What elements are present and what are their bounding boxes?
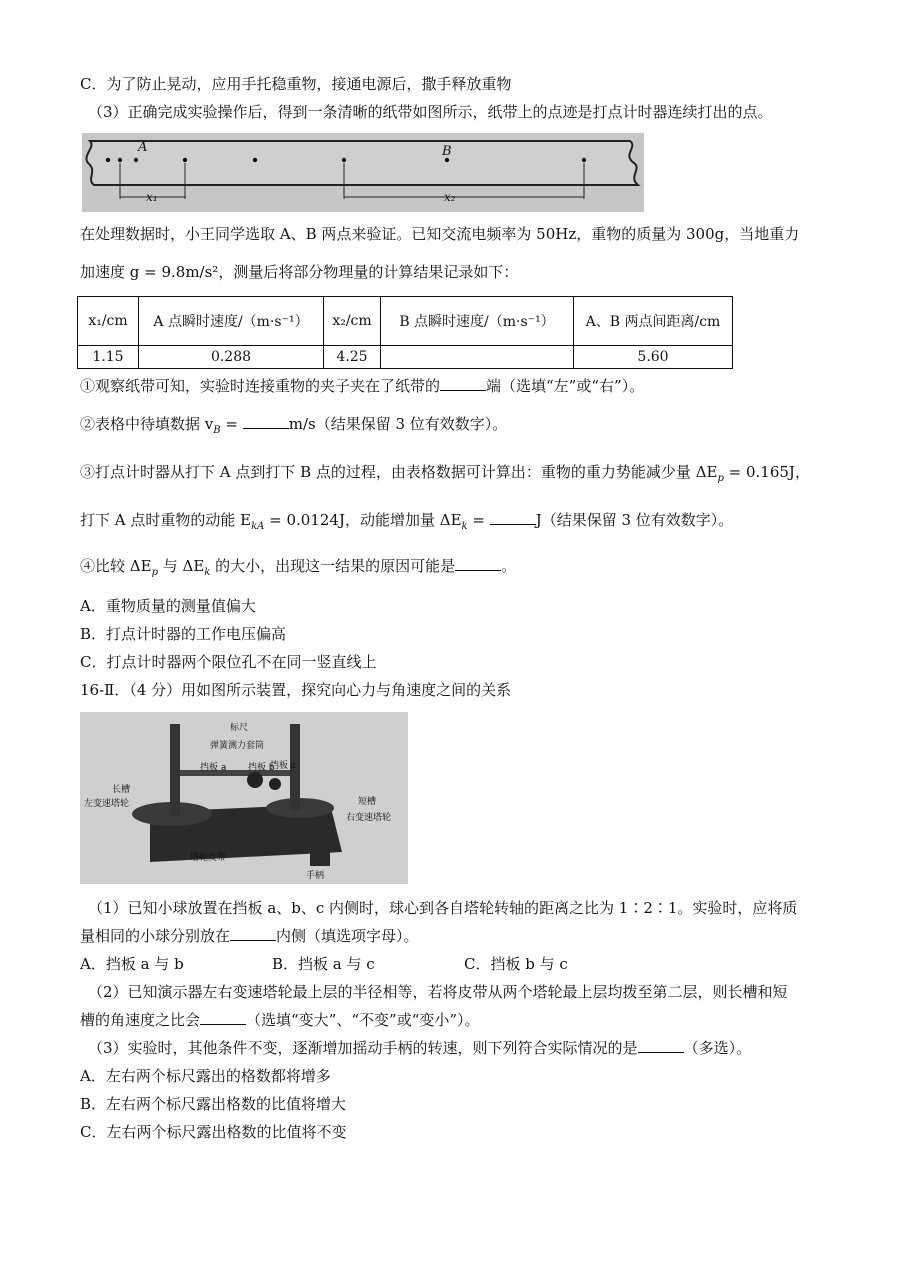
q3-dek-text: = 0.0124J，动能增加量 ΔE	[264, 511, 462, 529]
part-3-option-a[interactable]: A．左右两个标尺露出的格数都将增多	[80, 1067, 331, 1085]
option-c[interactable]: C．打点计时器两个限位孔不在同一竖直线上	[80, 653, 377, 671]
photo-label: 弹簧测力套筒	[210, 741, 265, 751]
q2-text: ②表格中待填数据 v	[80, 415, 214, 433]
answer-blank[interactable]	[490, 510, 536, 525]
q3-dek-subscript: k	[461, 521, 468, 532]
photo-label: 挡板 a	[200, 763, 227, 773]
question-3-line-1	[80, 462, 810, 489]
table-cell-blank[interactable]	[381, 346, 574, 369]
answer-blank[interactable]	[230, 926, 276, 941]
part-1-option-b[interactable]: B．挡板 a 与 c	[272, 955, 375, 973]
photo-label: 塔轮皮带	[190, 853, 227, 863]
given-data-line: 在处理数据时，小王同学选取 A、B 两点来验证。已知交流电频率为 50Hz，重物的质量为 300g，当地重力	[80, 225, 800, 243]
photo-label: 挡板 c	[270, 761, 296, 771]
data-table	[77, 296, 733, 369]
q3-ek-subscript: kA	[251, 521, 265, 532]
tape-dot	[183, 158, 187, 162]
p2-text-end: （选填“变大”、“不变”或“变小”）。	[246, 1011, 480, 1029]
table-cell: 5.60	[574, 346, 733, 369]
tape-label-b: B	[442, 144, 452, 159]
q3-text-end: J（结果保留 3 位有效数字）。	[535, 511, 734, 529]
answer-blank[interactable]	[200, 1010, 246, 1025]
q1-text-end: 端（选填“左”或“右”）。	[486, 377, 645, 395]
question-4	[80, 556, 516, 583]
tape-label-a: A	[138, 140, 148, 155]
q3-text-end: = 0.165J，	[723, 463, 810, 481]
part-3-option-c[interactable]: C．左右两个标尺露出格数的比值将不变	[80, 1123, 347, 1141]
apparatus-svg	[80, 712, 408, 884]
q2-subscript: B	[213, 425, 221, 436]
question-1	[80, 376, 644, 396]
q2-eq: =	[220, 415, 243, 433]
tape-dot	[342, 158, 346, 162]
q4-text-mid: 与 ΔE	[157, 557, 205, 575]
part-2-line-1: （2）已知演示器左右变速塔轮最上层的半径相等，若将皮带从两个塔轮最上层均拨至第二层，则长槽和短	[88, 983, 788, 1001]
q4-subscript: k	[204, 567, 211, 578]
table-row	[78, 346, 733, 369]
p2-text: 槽的角速度之比会	[80, 1011, 201, 1029]
question-2	[80, 414, 507, 441]
photo-label: 挡板 b	[248, 763, 275, 773]
q3-eq: =	[467, 511, 490, 529]
answer-blank[interactable]	[638, 1038, 684, 1053]
photo-label: 左变速塔轮	[84, 799, 130, 809]
paper-tape-figure	[82, 133, 644, 212]
photo-label: 长槽	[112, 785, 131, 795]
photo-label: 手柄	[306, 871, 325, 881]
tape-dot	[582, 158, 586, 162]
option-c-prev: C．为了防止晃动，应用手托稳重物，接通电源后，撒手释放重物	[80, 75, 512, 93]
tape-dot	[253, 158, 257, 162]
part-1-line-1: （1）已知小球放置在挡板 a、b、c 内侧时，球心到各自塔轮转轴的距离之比为 1∶2∶1。实验时，应将质	[88, 899, 798, 917]
q3-ek-text: 打下 A 点时重物的动能 E	[80, 511, 252, 529]
tape-dot	[118, 158, 122, 162]
tape-dot	[106, 158, 110, 162]
tape-x1-label: x₁	[146, 190, 158, 204]
table-header-row	[78, 297, 733, 346]
option-a[interactable]: A．重物质量的测量值偏大	[80, 597, 256, 615]
table-header-cell: x₁/cm	[78, 297, 139, 346]
q4-subscript: p	[151, 567, 158, 578]
q4-text: ④比较 ΔE	[80, 557, 152, 575]
q3-text: ③打点计时器从打下 A 点到打下 B 点的过程，由表格数据可计算出：重物的重力势能减少量 ΔE	[80, 463, 718, 481]
question-3-line-2	[80, 510, 733, 537]
table-header-cell: A、B 两点间距离/cm	[574, 297, 733, 346]
q4-text-2: 的大小，出现这一结果的原因可能是	[210, 557, 456, 575]
q4-text-end: 。	[501, 557, 517, 575]
table-cell: 4.25	[324, 346, 381, 369]
p3-text-end: （多选）。	[683, 1039, 752, 1057]
q1-text: ①观察纸带可知，实验时连接重物的夹子夹在了纸带的	[80, 377, 441, 395]
photo-label: 右变速塔轮	[346, 813, 392, 823]
part-1-line-2	[80, 926, 419, 946]
tape-x2-label: x₂	[444, 190, 456, 204]
part-3-option-b[interactable]: B．左右两个标尺露出格数的比值将增大	[80, 1095, 347, 1113]
q2-text-end: m/s（结果保留 3 位有效数字）。	[288, 415, 508, 433]
apparatus-photo	[80, 712, 408, 884]
answer-blank[interactable]	[440, 376, 486, 391]
p3-text: （3）实验时，其他条件不变，逐渐增加摇动手柄的转速，则下列符合实际情况的是	[88, 1039, 638, 1057]
answer-blank[interactable]	[243, 414, 289, 429]
gravity-line: 加速度 g = 9.8m/s²，测量后将部分物理量的计算结果记录如下：	[80, 263, 519, 281]
p1-text: 量相同的小球分别放在	[80, 927, 231, 945]
answer-blank[interactable]	[455, 556, 501, 571]
tape-dot	[134, 158, 138, 162]
part-3-line	[88, 1038, 751, 1058]
option-b[interactable]: B．打点计时器的工作电压偏高	[80, 625, 287, 643]
table-cell: 1.15	[78, 346, 139, 369]
paper-tape-svg	[82, 133, 644, 212]
p1-text-end: 内侧（填选项字母）。	[276, 927, 419, 945]
question-3-intro: （3）正确完成实验操作后，得到一条清晰的纸带如图所示，纸带上的点迹是打点计时器连续打出的点。	[88, 103, 773, 121]
part-2-line-2	[80, 1010, 480, 1030]
q3-subscript: p	[717, 473, 724, 484]
table-header-cell: x₂/cm	[324, 297, 381, 346]
photo-label: 短槽	[358, 797, 377, 807]
table-cell: 0.288	[139, 346, 324, 369]
part-1-option-c[interactable]: C．挡板 b 与 c	[464, 955, 568, 973]
table-header-cell: B 点瞬时速度/（m·s⁻¹）	[381, 297, 574, 346]
table-header-cell: A 点瞬时速度/（m·s⁻¹）	[139, 297, 324, 346]
part-1-option-a[interactable]: A．挡板 a 与 b	[80, 955, 184, 973]
photo-label: 标尺	[230, 723, 249, 733]
section-16-2-title: 16-Ⅱ．（4 分）用如图所示装置，探究向心力与角速度之间的关系	[80, 681, 512, 699]
